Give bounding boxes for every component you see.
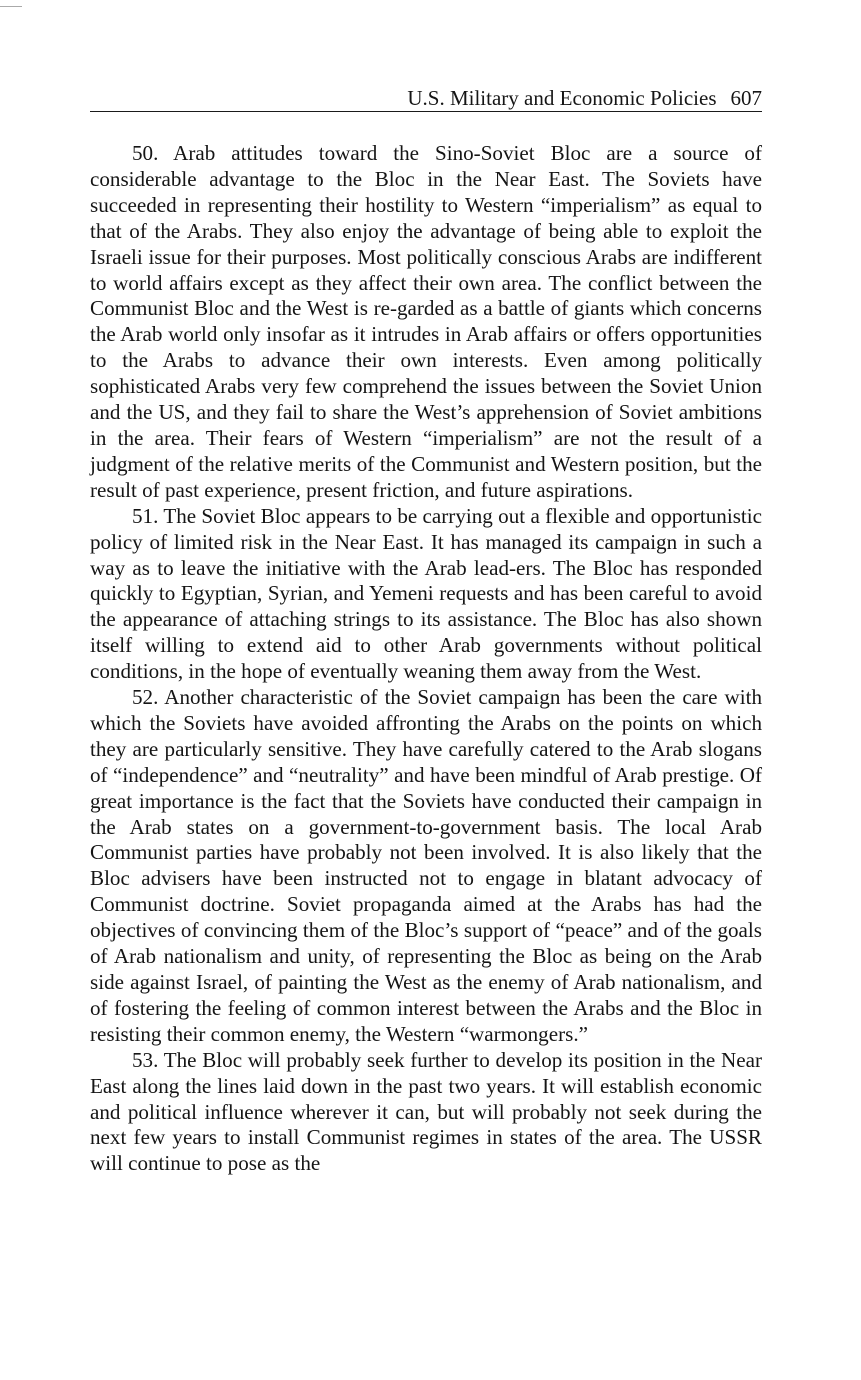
scan-edge-mark bbox=[0, 6, 22, 7]
paragraph-50: 50. Arab attitudes toward the Sino-Soviet Bloc are a source of considerable advantage to the Bloc in the Near East. The Soviets have succeeded in representing their hostility to Western “imperialism” as equal to that of the Arabs. They also enjoy the advantage of being able to exploit the Israeli issue for their purposes. Most politically conscious Arabs are indifferent to world affairs except as they affect their own area. The conflict between the Communist Bloc and the West is re-garded as a battle of giants which concerns the Arab world only insofar as it intrudes in Arab affairs or offers opportunities to the Arabs to advance their own interests. Even among politically sophisticated Arabs very few comprehend the issues between the Soviet Union and the US, and they fail to share the West’s apprehension of Soviet ambitions in the area. Their fears of Western “imperialism” are not the result of a judgment of the relative merits of the Communist and Western position, but the result of past experience, present friction, and future aspirations. bbox=[90, 141, 762, 502]
body-text bbox=[90, 141, 762, 1177]
running-head-title: U.S. Military and Economic Policies bbox=[407, 86, 717, 110]
paragraph-51: 51. The Soviet Bloc appears to be carrying out a flexible and opportunistic policy of limited risk in the Near East. It has managed its campaign in such a way as to leave the initiative with the Arab lead-ers. The Bloc has responded quickly to Egyptian, Syrian, and Yemeni requests and has been careful to avoid the appearance of attaching strings to its assistance. The Bloc has also shown itself willing to extend aid to other Arab governments without political conditions, in the hope of eventually weaning them away from the West. bbox=[90, 503, 762, 684]
header-rule bbox=[90, 111, 762, 112]
paragraph-52: 52. Another characteristic of the Soviet campaign has been the care with which the Soviets have avoided affronting the Arabs on the points on which they are particularly sensitive. They have carefully catered to the Arab slogans of “independence” and “neutrality” and have been mindful of Arab prestige. Of great importance is the fact that the Soviets have conducted their campaign in the Arab states on a government-to-government basis. The local Arab Communist parties have probably not been involved. It is also likely that the Bloc advisers have been instructed not to engage in blatant advocacy of Communist doctrine. Soviet propaganda aimed at the Arabs has had the objectives of convincing them of the Bloc’s support of “peace” and of the goals of Arab nationalism and unity, of representing the Bloc as being on the Arab side against Israel, of painting the West as the enemy of Arab nationalism, and of fostering the feeling of common interest between the Arabs and the Bloc in resisting their common enemy, the Western “warmongers.” bbox=[90, 685, 762, 1046]
page-number: 607 bbox=[730, 86, 762, 110]
running-head bbox=[90, 84, 762, 112]
paragraph-53: 53. The Bloc will probably seek further to develop its position in the Near East along the lines laid down in the past two years. It will establish economic and political influence wherever it can, but will probably not seek during the next few years to install Communist regimes in states of the area. The USSR will continue to pose as the bbox=[90, 1047, 762, 1176]
